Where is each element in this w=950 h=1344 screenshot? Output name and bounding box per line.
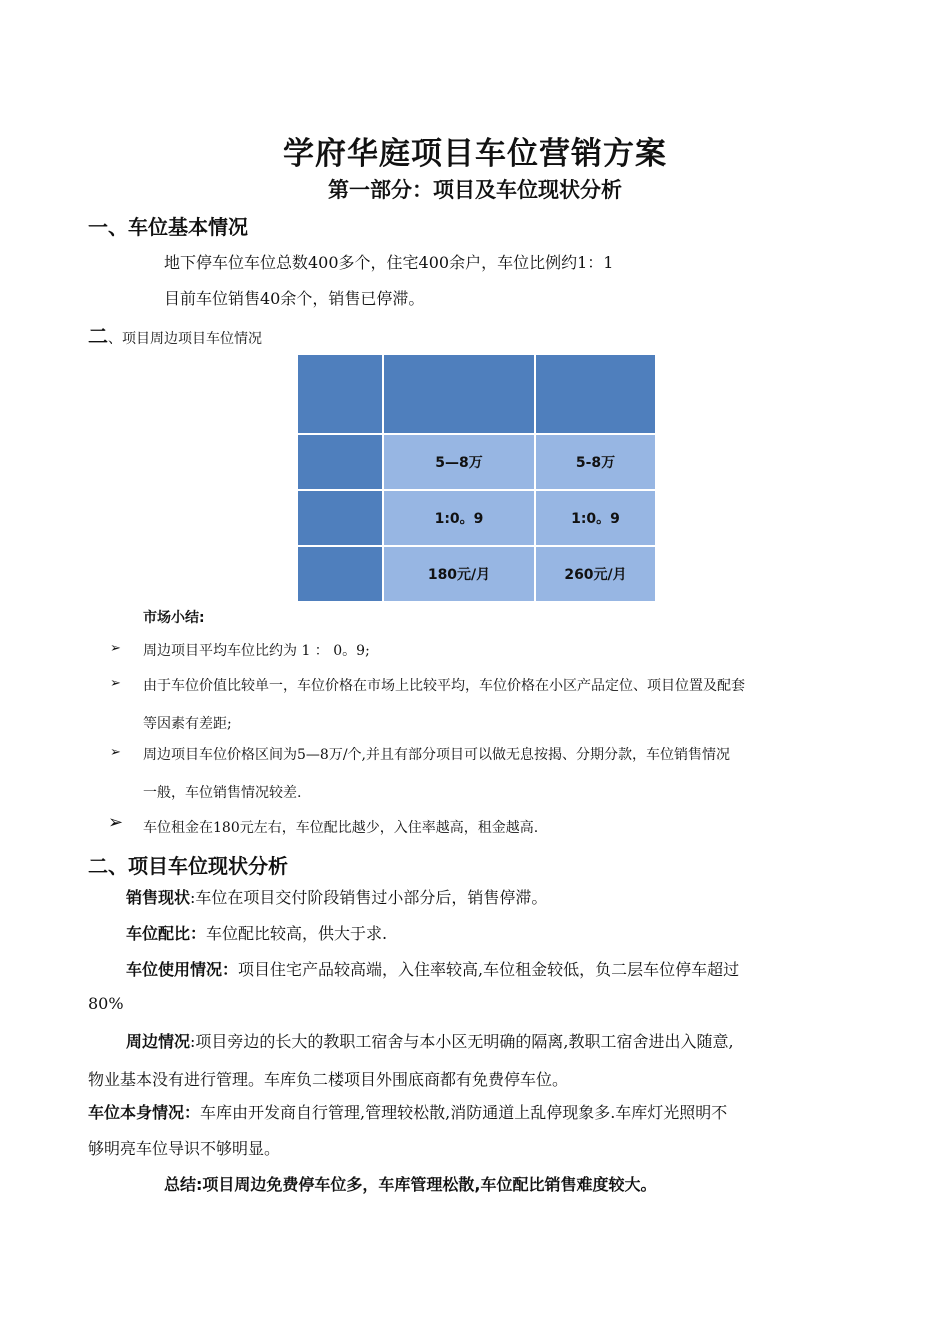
document-subtitle: 第一部分：项目及车位现状分析 [328,178,622,202]
table-cell [297,490,383,546]
comparison-table [296,353,657,603]
bullet-line-cont: 等因素有差距; [143,716,232,732]
table-cell: 1:0。9 [535,490,656,546]
market-summary-title: 市场小结: [143,610,205,626]
usage-text: 项目住宅产品较高端，入住率较高,车位租金较低，负二层车位停车超过 [238,960,740,979]
usage-line-cont: 80% [88,994,124,1013]
self-condition-text: 车库由开发商自行管理,管理较松散,消防通道上乱停现象多.车库灯光照明不 [200,1103,728,1122]
table-cell [297,434,383,490]
arrow-bullet-icon: ➢ [108,812,124,833]
self-condition-line-cont: 够明亮车位导识不够明显。 [88,1139,281,1158]
surround-label: 周边情况 [126,1032,191,1051]
table-cell: 1:0。9 [383,490,535,546]
bullet-line: 周边项目平均车位比约为 1 ： 0。9; [143,643,370,659]
usage-label: 车位使用情况： [126,960,239,979]
sales-status-label: 销售现状 [126,888,191,907]
table-row [297,490,656,546]
arrow-bullet-icon: ➢ [110,676,121,691]
conclusion: 总结:项目周边免费停车位多，车库管理松散,车位配比销售难度较大。 [164,1175,657,1194]
table-row [297,546,656,602]
usage-line [126,957,739,980]
section1-line1: 地下停车位车位总数400多个，住宅400余户，车位比例约1：1 [164,253,614,272]
table-cell: 5-8万 [535,434,656,490]
table-cell [383,354,535,434]
self-condition-label: 车位本身情况： [88,1103,201,1122]
ratio-line [126,921,387,944]
bullet-line: 由于车位价值比较单一，车位价格在市场上比较平均，车位价格在小区产品定位、项目位置及配套 [143,678,745,694]
table-cell [297,546,383,602]
section2-heading-num: 二 [88,324,108,348]
ratio-label: 车位配比： [126,924,207,943]
ratio-text: 车位配比较高，供大于求. [206,924,388,943]
table-row [297,434,656,490]
table-cell: 260元/月 [535,546,656,602]
section1-heading: 一、车位基本情况 [88,215,248,239]
sales-status-line [126,885,547,908]
self-condition-line [88,1100,727,1123]
arrow-bullet-icon: ➢ [110,641,121,656]
surround-line-cont: 物业基本没有进行管理。车库负二楼项目外围底商都有免费停车位。 [88,1070,569,1089]
table-cell: 5—8万 [383,434,535,490]
table-cell [297,354,383,434]
table-cell [535,354,656,434]
bullet-line-cont: 一般，车位销售情况较差. [143,785,302,801]
section3-heading: 二、项目车位现状分析 [88,854,288,878]
table-header-row [297,354,656,434]
bullet-line: 车位租金在180元左右，车位配比越少，入住率越高，租金越高. [143,820,539,836]
surround-text: :项目旁边的长大的教职工宿舍与本小区无明确的隔离,教职工宿舍进出入随意, [190,1032,734,1051]
bullet-line: 周边项目车位价格区间为5—8万/个,并且有部分项目可以做无息按揭、分期分款，车位销售情况 [143,747,730,763]
arrow-bullet-icon: ➢ [110,745,121,760]
sales-status-text: :车位在项目交付阶段销售过小部分后，销售停滞。 [190,888,548,907]
surround-line [126,1029,734,1052]
section1-line2: 目前车位销售40余个，销售已停滞。 [164,289,425,308]
section2-heading-text: 、项目周边项目车位情况 [108,331,262,347]
document-title: 学府华庭项目车位营销方案 [283,136,667,172]
section2-heading [88,320,262,349]
table-cell: 180元/月 [383,546,535,602]
